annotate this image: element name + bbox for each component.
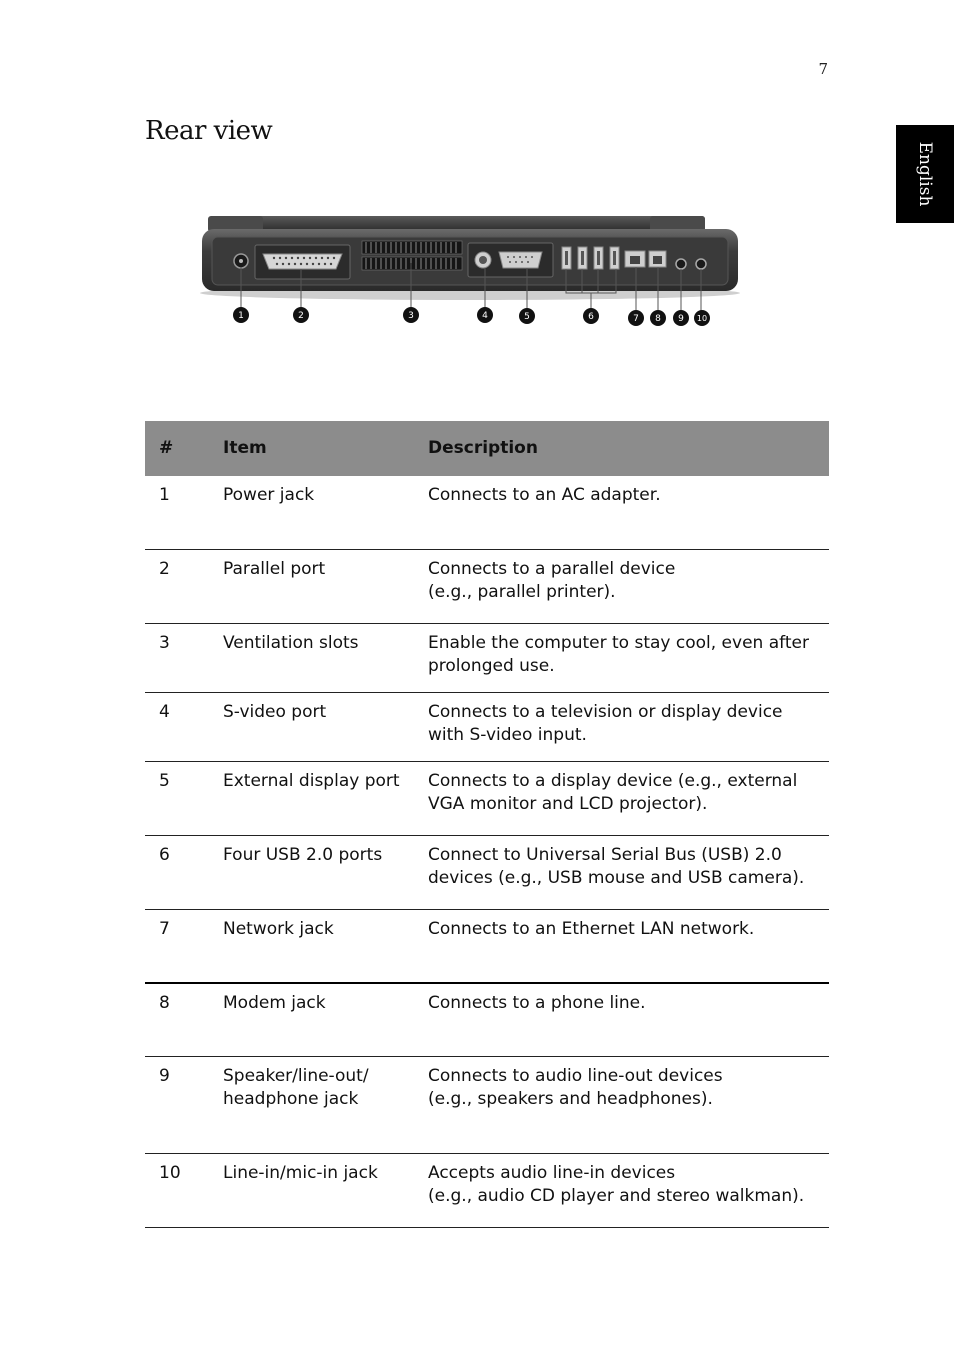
language-tab: [896, 125, 954, 223]
callout-6-label: 6: [588, 312, 594, 322]
row-description: [428, 623, 829, 692]
row-num: 4: [145, 692, 223, 761]
row-item: [223, 1056, 428, 1153]
row-description-line: (e.g., speakers and headphones).: [428, 1088, 713, 1109]
rear-view-table: [145, 421, 829, 1228]
table-row: [145, 761, 829, 835]
row-num: 1: [145, 476, 223, 549]
table-row: [145, 692, 829, 761]
parallel-port-shape: [263, 254, 342, 269]
row-item-line: Network jack: [223, 918, 334, 939]
row-num: 9: [145, 1056, 223, 1153]
row-num: 7: [145, 909, 223, 983]
row-description: [428, 1153, 829, 1227]
row-item: [223, 476, 428, 549]
row-description-line: with S-video input.: [428, 724, 587, 745]
row-item-line: External display port: [223, 770, 400, 791]
callout-4-label: 4: [482, 311, 488, 321]
row-description: [428, 761, 829, 835]
mic-jack-shape: [696, 259, 706, 269]
callout-10-label: 10: [696, 314, 708, 323]
table-row: [145, 549, 829, 623]
row-item-line: Line-in/mic-in jack: [223, 1162, 378, 1183]
row-description-line: Connects to a television or display device: [428, 701, 783, 722]
language-tab-label: English: [915, 141, 935, 207]
row-description-line: Connects to a display device (e.g., external: [428, 770, 798, 791]
row-num: 5: [145, 761, 223, 835]
row-description-line: Connects to a phone line.: [428, 993, 646, 1013]
row-description-line: Connects to an AC adapter.: [428, 485, 661, 505]
table-header-row: [145, 421, 829, 476]
table-row: [145, 476, 829, 549]
row-num: 8: [145, 983, 223, 1056]
row-description: [428, 909, 829, 983]
row-item: [223, 1153, 428, 1227]
callout-3-label: 3: [408, 311, 414, 321]
callout-5-label: 5: [524, 312, 530, 322]
header-num: #: [145, 421, 223, 476]
callout-8-label: 8: [655, 314, 661, 324]
callout-7-label: 7: [633, 314, 639, 324]
row-description-line: Connects to a parallel device: [428, 558, 676, 579]
row-description: [428, 476, 829, 549]
row-description-line: VGA monitor and LCD projector).: [428, 793, 708, 814]
row-item-line: Four USB 2.0 ports: [223, 844, 383, 865]
callout-2-label: 2: [298, 311, 304, 321]
row-description: [428, 692, 829, 761]
table-row: [145, 1056, 829, 1153]
row-item: [223, 692, 428, 761]
row-description-line: Connects to an Ethernet LAN network.: [428, 918, 755, 939]
section-title: Rear view: [145, 116, 273, 146]
table-row: [145, 1153, 829, 1227]
row-item: [223, 835, 428, 909]
row-description: [428, 1056, 829, 1153]
row-description: [428, 835, 829, 909]
row-item: [223, 909, 428, 983]
callout-9-label: 9: [678, 314, 684, 324]
vga-port-shape: [499, 252, 542, 268]
table-row: [145, 623, 829, 692]
speaker-jack-shape: [676, 259, 686, 269]
row-item: [223, 761, 428, 835]
table-row: [145, 983, 829, 1056]
row-item-line: Ventilation slots: [223, 632, 359, 653]
row-description-line: Connect to Universal Serial Bus (USB) 2.0: [428, 844, 782, 865]
row-item-line: headphone jack: [223, 1088, 359, 1109]
row-num: 10: [145, 1153, 223, 1227]
row-item: [223, 623, 428, 692]
row-num: 3: [145, 623, 223, 692]
row-description-line: prolonged use.: [428, 655, 555, 676]
row-description-line: (e.g., parallel printer).: [428, 581, 616, 602]
callout-1-label: 1: [238, 311, 244, 321]
header-description: Description: [428, 421, 829, 476]
row-item-line: Power jack: [223, 485, 315, 505]
row-description-line: Connects to audio line-out devices: [428, 1065, 723, 1086]
row-item-line: S-video port: [223, 701, 327, 722]
row-description-line: Enable the computer to stay cool, even after: [428, 632, 809, 653]
row-item-line: Speaker/line-out/: [223, 1065, 369, 1086]
row-item-line: Modem jack: [223, 993, 326, 1013]
row-description: [428, 549, 829, 623]
page-number: 7: [818, 60, 828, 78]
laptop-rear-panel-drawing: [190, 205, 750, 340]
row-item: [223, 549, 428, 623]
row-description: [428, 983, 829, 1056]
table-row: [145, 909, 829, 983]
row-description-line: Accepts audio line-in devices: [428, 1162, 676, 1183]
rear-view-illustration: [190, 205, 750, 340]
row-num: 6: [145, 835, 223, 909]
row-description-line: (e.g., audio CD player and stereo walkman).: [428, 1185, 805, 1206]
table-row: [145, 835, 829, 909]
row-num: 2: [145, 549, 223, 623]
header-item: Item: [223, 421, 428, 476]
row-item: [223, 983, 428, 1056]
row-item-line: Parallel port: [223, 558, 326, 579]
row-description-line: devices (e.g., USB mouse and USB camera).: [428, 867, 805, 888]
